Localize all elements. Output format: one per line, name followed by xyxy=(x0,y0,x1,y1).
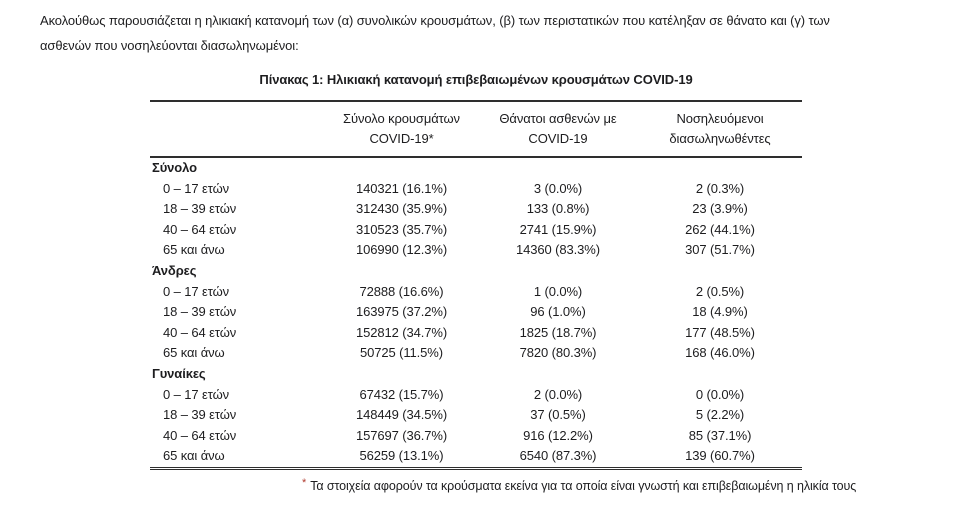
table-row xyxy=(150,179,802,200)
section-header-row xyxy=(150,157,802,179)
row-label: 18 – 39 ετών xyxy=(163,304,237,320)
column-header-intubated xyxy=(638,101,802,157)
cell-intubated: 139 (60.7%) xyxy=(685,448,755,464)
cell-total-cases: 140321 (16.1%) xyxy=(355,180,448,196)
column-header-total-cases-line1: Σύνολο κρουσμάτων xyxy=(343,111,460,126)
cell-deaths: 916 (12.2%) xyxy=(523,427,593,443)
row-label: 65 και άνω xyxy=(163,448,225,464)
table-row xyxy=(150,220,802,241)
table-row xyxy=(150,282,802,303)
table-row xyxy=(150,426,802,447)
cell-deaths: 2 (0.0%) xyxy=(533,386,583,402)
cell-total-cases: 50725 (11.5%) xyxy=(359,345,444,361)
section-name: Γυναίκες xyxy=(152,365,206,381)
cell-intubated: 85 (37.1%) xyxy=(688,427,752,443)
column-header-intubated-line1: Νοσηλευόμενοι xyxy=(676,111,764,126)
row-label: 0 – 17 ετών xyxy=(163,386,230,402)
cell-total-cases: 72888 (16.6%) xyxy=(359,283,444,299)
table-container xyxy=(150,72,857,495)
cell-intubated: 307 (51.7%) xyxy=(685,242,755,258)
column-header-deaths-line2: COVID-19 xyxy=(528,131,588,146)
cell-total-cases: 163975 (37.2%) xyxy=(355,304,448,320)
cell-deaths: 96 (1.0%) xyxy=(530,304,586,320)
row-label: 0 – 17 ετών xyxy=(163,283,230,299)
cell-deaths: 133 (0.8%) xyxy=(526,201,590,217)
table-row xyxy=(150,446,802,468)
cell-deaths: 1 (0.0%) xyxy=(533,283,583,299)
row-label: 18 – 39 ετών xyxy=(163,407,237,423)
section-header-row xyxy=(150,364,802,385)
row-label: 40 – 64 ετών xyxy=(163,324,237,340)
table-row xyxy=(150,343,802,364)
table-row xyxy=(150,240,802,261)
header-row xyxy=(150,101,802,157)
row-label: 65 και άνω xyxy=(163,242,225,258)
cell-intubated: 0 (0.0%) xyxy=(695,386,745,402)
cell-intubated: 262 (44.1%) xyxy=(685,221,755,237)
cell-intubated: 18 (4.9%) xyxy=(692,304,748,320)
table-header xyxy=(150,101,802,157)
cell-deaths: 3 (0.0%) xyxy=(533,180,583,196)
table-body xyxy=(150,157,802,468)
table-title: Πίνακας 1: Ηλικιακή κατανομή επιβεβαιωμένων κρουσμάτων COVID-19 xyxy=(259,72,693,87)
footnote-asterisk: * xyxy=(302,476,307,489)
cell-intubated: 2 (0.5%) xyxy=(695,283,745,299)
cell-intubated: 2 (0.3%) xyxy=(695,180,745,196)
table-row xyxy=(150,302,802,323)
column-header-deaths-line1: Θάνατοι ασθενών με xyxy=(499,111,617,126)
row-label: 40 – 64 ετών xyxy=(163,427,237,443)
table-row xyxy=(150,405,802,426)
table-footnote xyxy=(302,475,857,495)
cell-deaths: 7820 (80.3%) xyxy=(519,345,597,361)
section-header-row xyxy=(150,261,802,282)
cell-intubated: 5 (2.2%) xyxy=(695,407,745,423)
row-label: 0 – 17 ετών xyxy=(163,180,230,196)
section-name: Άνδρες xyxy=(152,262,197,278)
column-header-deaths xyxy=(478,101,638,157)
cell-deaths: 2741 (15.9%) xyxy=(519,221,597,237)
cell-deaths: 1825 (18.7%) xyxy=(519,324,597,340)
cell-total-cases: 148449 (34.5%) xyxy=(355,407,448,423)
cell-total-cases: 152812 (34.7%) xyxy=(355,324,448,340)
cell-total-cases: 67432 (15.7%) xyxy=(359,386,444,402)
row-label: 65 και άνω xyxy=(163,345,225,361)
age-distribution-table xyxy=(150,100,802,470)
cell-total-cases: 106990 (12.3%) xyxy=(355,242,448,258)
row-label: 18 – 39 ετών xyxy=(163,201,237,217)
cell-deaths: 6540 (87.3%) xyxy=(519,448,597,464)
section-name: Σύνολο xyxy=(152,160,197,175)
table-row xyxy=(150,385,802,406)
cell-deaths: 37 (0.5%) xyxy=(530,407,586,423)
cell-intubated: 23 (3.9%) xyxy=(692,201,748,217)
row-label: 40 – 64 ετών xyxy=(163,221,237,237)
cell-total-cases: 56259 (13.1%) xyxy=(359,448,444,464)
intro-paragraph xyxy=(40,8,920,58)
cell-total-cases: 312430 (35.9%) xyxy=(355,201,448,217)
intro-line-1: Ακολούθως παρουσιάζεται η ηλικιακή κατανομή των (α) συνολικών κρουσμάτων, (β) των περιστατικών που κατέληξαν σε θάνατο και (γ) των xyxy=(40,13,830,28)
table-row xyxy=(150,323,802,344)
column-header-total-cases-line2: COVID-19* xyxy=(369,131,434,146)
cell-total-cases: 157697 (36.7%) xyxy=(355,427,448,443)
cell-intubated: 168 (46.0%) xyxy=(685,345,755,361)
column-header-total-cases xyxy=(325,101,478,157)
column-header-age-group xyxy=(150,101,325,157)
cell-total-cases: 310523 (35.7%) xyxy=(355,221,448,237)
intro-line-2: ασθενών που νοσηλεύονται διασωληνωμένοι: xyxy=(40,38,299,53)
table-row xyxy=(150,199,802,220)
footnote-text: Τα στοιχεία αφορούν τα κρούσματα εκείνα για τα οποία είναι γνωστή και επιβεβαιωμένη η ηλικία τους xyxy=(310,478,857,493)
column-header-intubated-line2: διασωληνωθέντες xyxy=(669,131,771,146)
cell-deaths: 14360 (83.3%) xyxy=(516,242,600,258)
cell-intubated: 177 (48.5%) xyxy=(685,324,755,340)
